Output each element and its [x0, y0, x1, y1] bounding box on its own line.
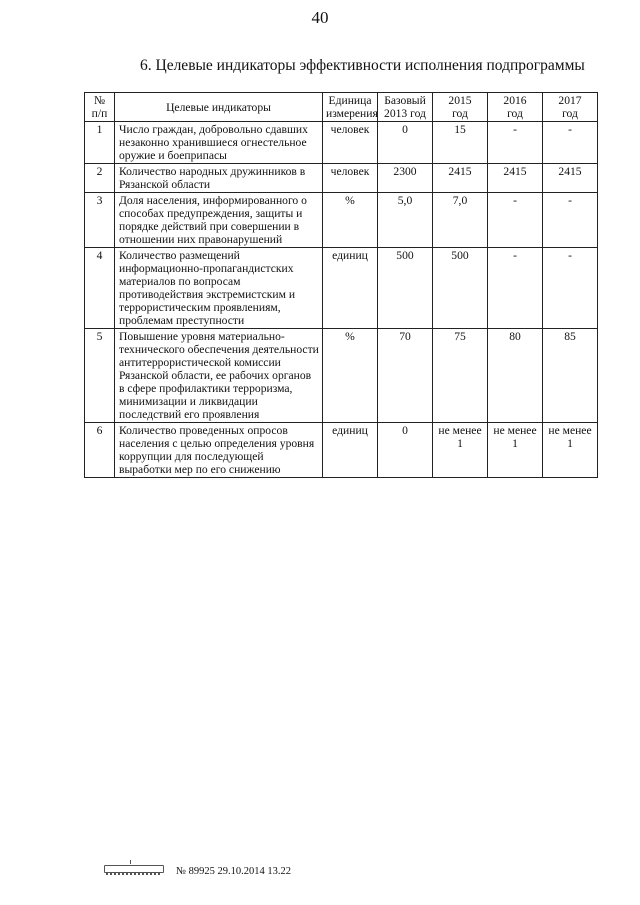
cell-2015: 500 [433, 248, 488, 329]
table-row [85, 248, 598, 329]
cell-base: 2300 [378, 164, 433, 193]
cell-2016: - [488, 193, 543, 248]
table-row [85, 329, 598, 423]
document-footer [104, 862, 291, 880]
header-2017: 2017 год [543, 93, 598, 122]
cell-2015: не менее 1 [433, 423, 488, 478]
cell-base: 5,0 [378, 193, 433, 248]
cell-indicator: Доля населения, информированного о способах предупреждения, защиты и порядке действий при совершении в отношении них правонарушений [115, 193, 323, 248]
cell-2016: - [488, 248, 543, 329]
table-header-row [85, 93, 598, 122]
header-base: Базовый 2013 год [378, 93, 433, 122]
cell-unit: единиц [323, 248, 378, 329]
cell-num: 5 [85, 329, 115, 423]
cell-num: 3 [85, 193, 115, 248]
header-2015: 2015 год [433, 93, 488, 122]
cell-num: 1 [85, 122, 115, 164]
cell-2016: 2415 [488, 164, 543, 193]
indicators-table [84, 92, 598, 478]
cell-2017: - [543, 122, 598, 164]
table-row [85, 193, 598, 248]
cell-2017: 2415 [543, 164, 598, 193]
cell-unit: % [323, 329, 378, 423]
cell-2017: - [543, 248, 598, 329]
header-indicator: Целевые индикаторы [115, 93, 323, 122]
table-row [85, 122, 598, 164]
cell-base: 0 [378, 423, 433, 478]
cell-num: 2 [85, 164, 115, 193]
cell-2016: 80 [488, 329, 543, 423]
cell-2015: 7,0 [433, 193, 488, 248]
page-number: 40 [311, 8, 329, 27]
document-registration-number: № 89925 29.10.2014 13.22 [176, 865, 292, 877]
registration-stamp-icon [104, 862, 164, 880]
cell-2017: не менее 1 [543, 423, 598, 478]
cell-indicator: Количество народных дружинников в Рязанской области [115, 164, 323, 193]
header-2016: 2016 год [488, 93, 543, 122]
cell-2016: не менее 1 [488, 423, 543, 478]
cell-indicator: Количество размещений информационно-пропагандистских материалов по вопросам противодействия экстремистским и террористическим проявлениям, проблемам преступности [115, 248, 323, 329]
header-unit: Единица измерения [323, 93, 378, 122]
cell-2015: 2415 [433, 164, 488, 193]
cell-unit: единиц [323, 423, 378, 478]
header-num: № п/п [85, 93, 115, 122]
cell-2015: 15 [433, 122, 488, 164]
cell-indicator: Повышение уровня материально-технического обеспечения деятельности антитеррористической комиссии Рязанской области, ее рабочих органов в сфере профилактики терроризма, минимизации и ликвидации последствий его проявления [115, 329, 323, 423]
cell-num: 4 [85, 248, 115, 329]
cell-base: 500 [378, 248, 433, 329]
cell-2016: - [488, 122, 543, 164]
cell-base: 0 [378, 122, 433, 164]
cell-indicator: Количество проведенных опросов населения с целью определения уровня коррупции для последующей выработки мер по его снижению [115, 423, 323, 478]
cell-base: 70 [378, 329, 433, 423]
cell-2017: - [543, 193, 598, 248]
table-row [85, 423, 598, 478]
section-title: 6. Целевые индикаторы эффективности исполнения подпрограммы [140, 57, 585, 74]
cell-unit: человек [323, 164, 378, 193]
cell-unit: % [323, 193, 378, 248]
cell-num: 6 [85, 423, 115, 478]
table-row [85, 164, 598, 193]
cell-indicator: Число граждан, добровольно сдавших незаконно хранившиеся огнестельное оружие и боеприпасы [115, 122, 323, 164]
cell-2015: 75 [433, 329, 488, 423]
cell-2017: 85 [543, 329, 598, 423]
cell-unit: человек [323, 122, 378, 164]
